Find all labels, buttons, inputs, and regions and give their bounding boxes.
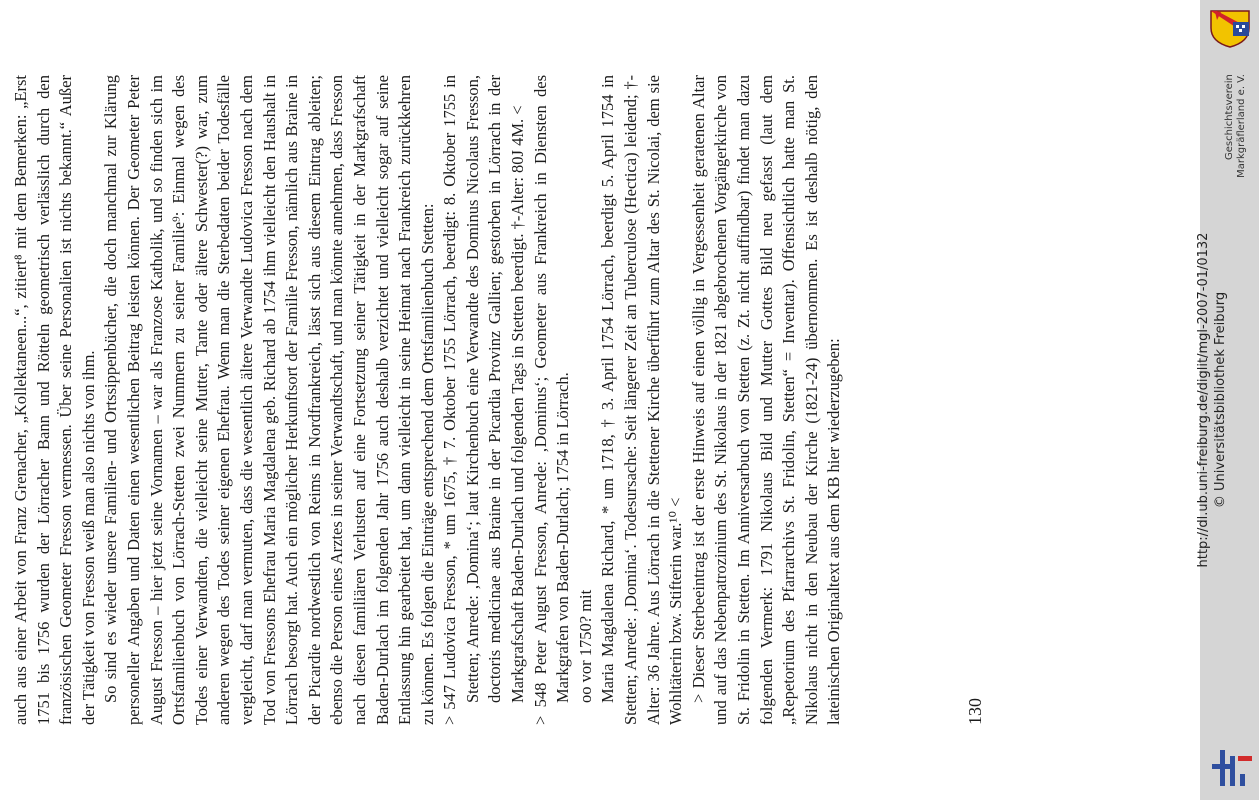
source-url-block — [1195, 233, 1229, 568]
body-text — [10, 75, 846, 725]
association-line-1: Geschichtsverein — [1224, 74, 1235, 161]
entry-547: > 547 Ludovica Fresson, * um 1675, † 7. Oktober 1755 Lörrach, beerdigt: 8. Oktober 1755 in Stetten; Anrede: ‚Domina‘; laut Kirchenbuch eine Verwandte des Dominus Nicolaus Fresson, doctoris medicinae aus Braine in der Picardia Provinz Gallien; gestorben in Lörrach in der Markgrafschaft Baden-Durlach und folgenden Tags in Stetten beerdigt. †-Alter: 80J 4M. < — [440, 75, 528, 725]
association-line-2: Markgräflerland e. V. — [1236, 74, 1247, 178]
marriage-line: oo vor 1750? mit — [575, 589, 595, 703]
rotated-page-content — [10, 75, 1150, 725]
copyright-text: © Universitätsbibliothek Freiburg — [1213, 291, 1228, 509]
paragraph-2: So sind es wieder unsere Familien- und Ortssippenbücher, die doch manchmal zur Klärung personeller Angaben und Daten einen wesentlichen Beitrag leisten können. Der Geometer Peter August Fresson – hier jetzt seine Vornamen – war als Franzose Katholik, und so finden sich im Ortsfamilienbuch von Lörrach-Stetten zwei Nummern zu seiner Familie⁹: Einmal wegen des Todes einer Verwandten, die vielleicht seine Mutter, Tante oder ältere Schwester(?) war, zum anderen wegen des Todes seiner eigenen Ehefrau. Wenn man die Sterbedaten beider Todesfälle vergleicht, darf man vermuten, dass die wesentlich ältere Verwandte Ludovica Fresson nach dem Tod von Fressons Ehefrau Maria Magdalena geb. Richard ab 1754 ihm vielleicht den Haushalt in Lörrach besorgt hat. Auch ein möglicher Herkunftsort der Familie Fresson, nämlich aus Braine in der Picardie nordwestlich von Reims in Nordfrankreich, lässt sich aus diesem Eintrag ableiten; ebenso die Person eines Arztes in seiner Verwandtschaft, und man könnte annehmen, dass Fresson nach diesen familiären Verlusten auf eine Fortsetzung seiner Tätigkeit in der Markgrafschaft Baden-Durlach im folgenden Jahr 1756 auch deshalb verzichtet und vielleicht sogar auf seine Entlassung hin gearbeitet hat, um dann vielleicht in seine Heimat nach Frankreich zurückkehren zu können. Es folgen die Einträge entsprechend dem Ortsfamilienbuch Stetten: — [101, 75, 437, 725]
entry-maria-magdalena: Maria Magdalena Richard, * um 1718, † 3. April 1754 Lörrach, beerdigt 5. April 1754 in Stetten; Anrede: ‚Domina‘. Todesursache: Seit längerer Zeit an Tuberculose (Hectica) leidend; †-Alter: 36 Jahre. Aus Lörrach in die Stettener Kirche überführt zum Altar des St. Nicolai, dem sie Wohltäterin bzw. Stifterin war.¹⁰ < — [598, 75, 686, 725]
entry-548: > 548 Peter August Fresson, Anrede: ‚Dominus‘; Geometer aus Frankreich in Diensten des Markgrafen von Baden-Durlach; 1754 in Lörrach. — [530, 75, 573, 725]
association-label — [1224, 74, 1248, 178]
page-number: 130 — [965, 698, 985, 725]
paragraph-note: > Dieser Sterbeeintrag ist der erste Hinweis auf einen völlig in Vergessenheit geratenen Altar und auf das Nebenpatrozinium des St. Nikolaus in der 1821 abgebrochenen Vorgängerkirche von St. Fridolin in Stetten. Im Anniversarbuch von Stetten (z. Zt. nicht auffindbar) findet man dazu folgenden Vermerk: 1791 Nikolaus Bild und Mutter Gottes Bild neu gefasst (laut dem „Repetorium des Pfarrarchivs St. Fridolin, Stetten“ = Inventar). Offensichtlich hatte man St. Nikolaus nicht in den Neubau der Kirche (1821-24) übernommen. Es ist deshalb nötig, den lateinischen Originaltext aus dem KB hier wiederzugeben: — [688, 75, 844, 725]
paragraph-1: auch aus einer Arbeit von Franz Grenacher, „Kollektaneen...“, zitiert⁸ mit dem Bemerken: „Erst 1751 bis 1756 wurden der Lörracher Bann und Rötteln geometrisch verlässlich durch den französischen Geometer Fresson vermessen. Über seine Personalien ist nichts bekannt.“ Außer der Tätigkeit von Fresson weiß man also nichts von ihm. — [11, 75, 98, 725]
source-url-link[interactable]: http://dl.ub.uni-freiburg.de/diglit/mgl-2007-01/0132 — [1196, 232, 1211, 568]
ub-freiburg-logo-icon — [1210, 748, 1254, 788]
coat-of-arms-icon — [1207, 8, 1253, 48]
